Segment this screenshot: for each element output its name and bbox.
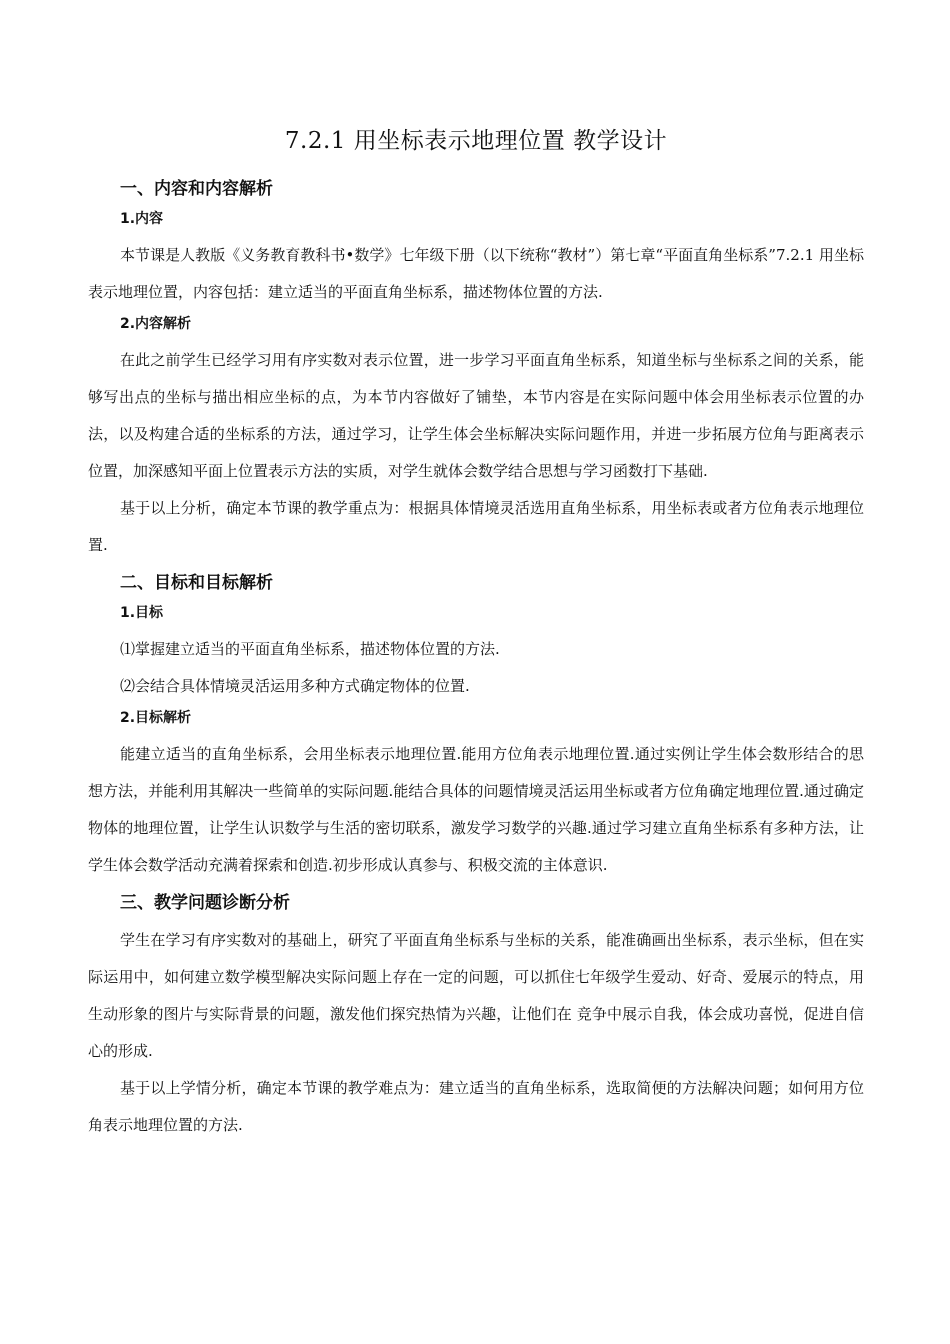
subsection-heading-goals: 1.目标 [120,605,164,621]
subsection-heading-content: 1.内容 [120,211,164,227]
goal-item-2: ⑵会结合具体情境灵活运用多种方式确定物体的位置. [120,677,470,695]
section-heading-content: 一、内容和内容解析 [120,179,273,199]
goal-item-1: ⑴掌握建立适当的平面直角坐标系，描述物体位置的方法. [120,640,500,658]
goal-analysis-paragraph: 能建立适当的直角坐标系，会用坐标表示地理位置.能用方位角表示地理位置.通过实例让学生体会数形结合的思想方法，并能利用其解决一些简单的实际问题.能结合具体的问题情境灵活运用坐标或者方位角确定地理位置.通过确定物体的地理位置，让学生认识数学与生活的密切联系，激发学习数学的兴趣.通过学习建立直角坐标系有多种方法，让学生体会数学活动充满着探索和创造.初步形成认真参与、积极交流的主体意识. [88,745,864,874]
teaching-focus-paragraph: 基于以上分析，确定本节课的教学重点为：根据具体情境灵活选用直角坐标系，用坐标表或者方位角表示地理位置. [88,499,864,554]
teaching-difficulty-paragraph: 基于以上学情分析，确定本节课的教学难点为：建立适当的直角坐标系，选取简便的方法解决问题；如何用方位角表示地理位置的方法. [88,1079,864,1134]
diagnosis-paragraph: 学生在学习有序实数对的基础上，研究了平面直角坐标系与坐标的关系，能准确画出坐标系，表示坐标，但在实际运用中，如何建立数学模型解决实际问题上存在一定的问题，可以抓住七年级学生爱动、好奇、爱展示的特点，用生动形象的图片与实际背景的问题，激发他们探究热情为兴趣，让他们在 竞争中展示自我，体会成功喜悦，促进自信心的形成. [88,931,864,1060]
content-analysis-paragraph: 在此之前学生已经学习用有序实数对表示位置，进一步学习平面直角坐标系，知道坐标与坐标系之间的关系，能够写出点的坐标与描出相应坐标的点，为本节内容做好了铺垫，本节内容是在实际问题中体会用坐标表示位置的办法，以及构建合适的坐标系的方法，通过学习，让学生体会坐标解决实际问题作用，并进一步拓展方位角与距离表示位置，加深感知平面上位置表示方法的实质，对学生就体会数学结合思想与学习函数打下基础. [88,351,864,480]
document-title: 7.2.1 用坐标表示地理位置 教学设计 [284,128,668,154]
section-heading-diagnosis: 三、教学问题诊断分析 [120,893,290,913]
subsection-heading-goal-analysis: 2.目标解析 [120,710,192,726]
section-heading-goals: 二、目标和目标解析 [120,573,273,593]
subsection-heading-content-analysis: 2.内容解析 [120,316,192,332]
content-paragraph: 本节课是人教版《义务教育教科书•数学》七年级下册（以下统称“教材”）第七章“平面直角坐标系”7.2.1 用坐标表示地理位置，内容包括：建立适当的平面直角坐标系，描述物体位置的方法. [88,246,864,301]
document-page [88,124,864,1144]
